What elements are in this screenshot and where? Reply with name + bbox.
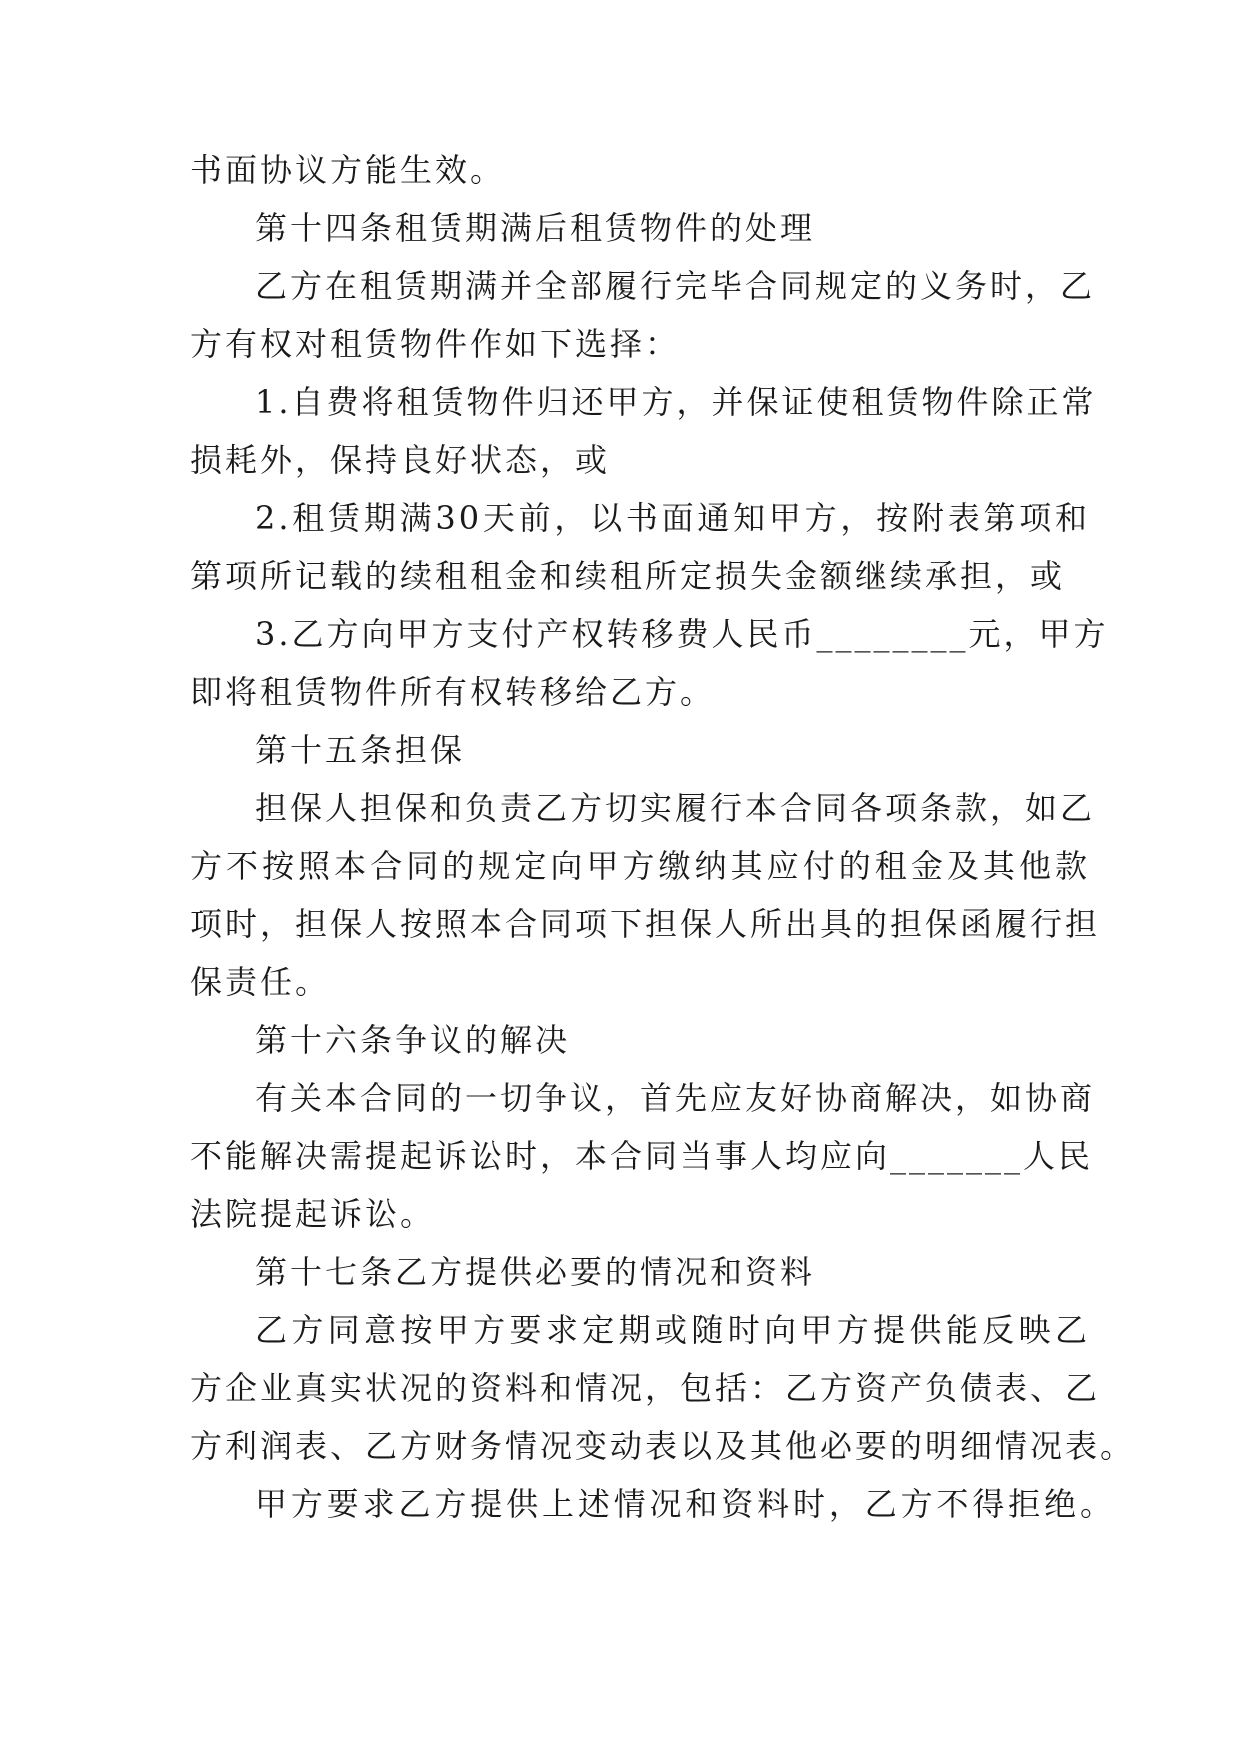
paragraph-line: 甲方要求乙方提供上述情况和资料时，乙方不得拒绝。 xyxy=(255,1485,1115,1523)
list-item: 2.租赁期满30天前，以书面通知甲方，按附表第项和 xyxy=(255,499,1090,537)
paragraph-line: 不能解决需提起诉讼时，本合同当事人均应向_______人民 xyxy=(190,1137,1094,1175)
paragraph-line: 书面协议方能生效。 xyxy=(190,151,506,189)
paragraph-line: 方企业真实状况的资料和情况，包括：乙方资产负债表、乙 xyxy=(190,1369,1101,1407)
article-heading: 第十六条争议的解决 xyxy=(255,1021,571,1059)
article-heading: 第十五条担保 xyxy=(255,731,466,769)
paragraph-line: 法院提起诉讼。 xyxy=(190,1195,436,1233)
paragraph-line: 担保人担保和负责乙方切实履行本合同各项条款，如乙 xyxy=(255,789,1096,827)
paragraph-line: 乙方在租赁期满并全部履行完毕合同规定的义务时，乙 xyxy=(255,267,1096,305)
article-heading: 第十七条乙方提供必要的情况和资料 xyxy=(255,1253,816,1291)
list-item: 1.自费将租赁物件归还甲方，并保证使租赁物件除正常 xyxy=(255,383,1097,421)
paragraph-line: 方利润表、乙方财务情况变动表以及其他必要的明细情况表。 xyxy=(190,1427,1136,1465)
paragraph-line: 项时，担保人按照本合同项下担保人所出具的担保函履行担 xyxy=(190,905,1101,943)
paragraph-line: 方不按照本合同的规定向甲方缴纳其应付的租金及其他款 xyxy=(190,847,1090,885)
paragraph-line: 乙方同意按甲方要求定期或随时向甲方提供能反映乙 xyxy=(255,1311,1090,1349)
paragraph-line: 保责任。 xyxy=(190,963,331,1001)
paragraph-line: 即将租赁物件所有权转移给乙方。 xyxy=(190,673,716,711)
paragraph-line: 损耗外，保持良好状态，或 xyxy=(190,441,611,479)
paragraph-line: 第项所记载的续租租金和续租所定损失金额继续承担，或 xyxy=(190,557,1066,595)
article-heading: 第十四条租赁期满后租赁物件的处理 xyxy=(255,209,816,247)
paragraph-line: 方有权对租赁物件作如下选择： xyxy=(190,325,681,363)
paragraph-line: 有关本合同的一切争议，首先应友好协商解决，如协商 xyxy=(255,1079,1096,1117)
list-item: 3.乙方向甲方支付产权转移费人民币________元，甲方 xyxy=(255,615,1109,653)
